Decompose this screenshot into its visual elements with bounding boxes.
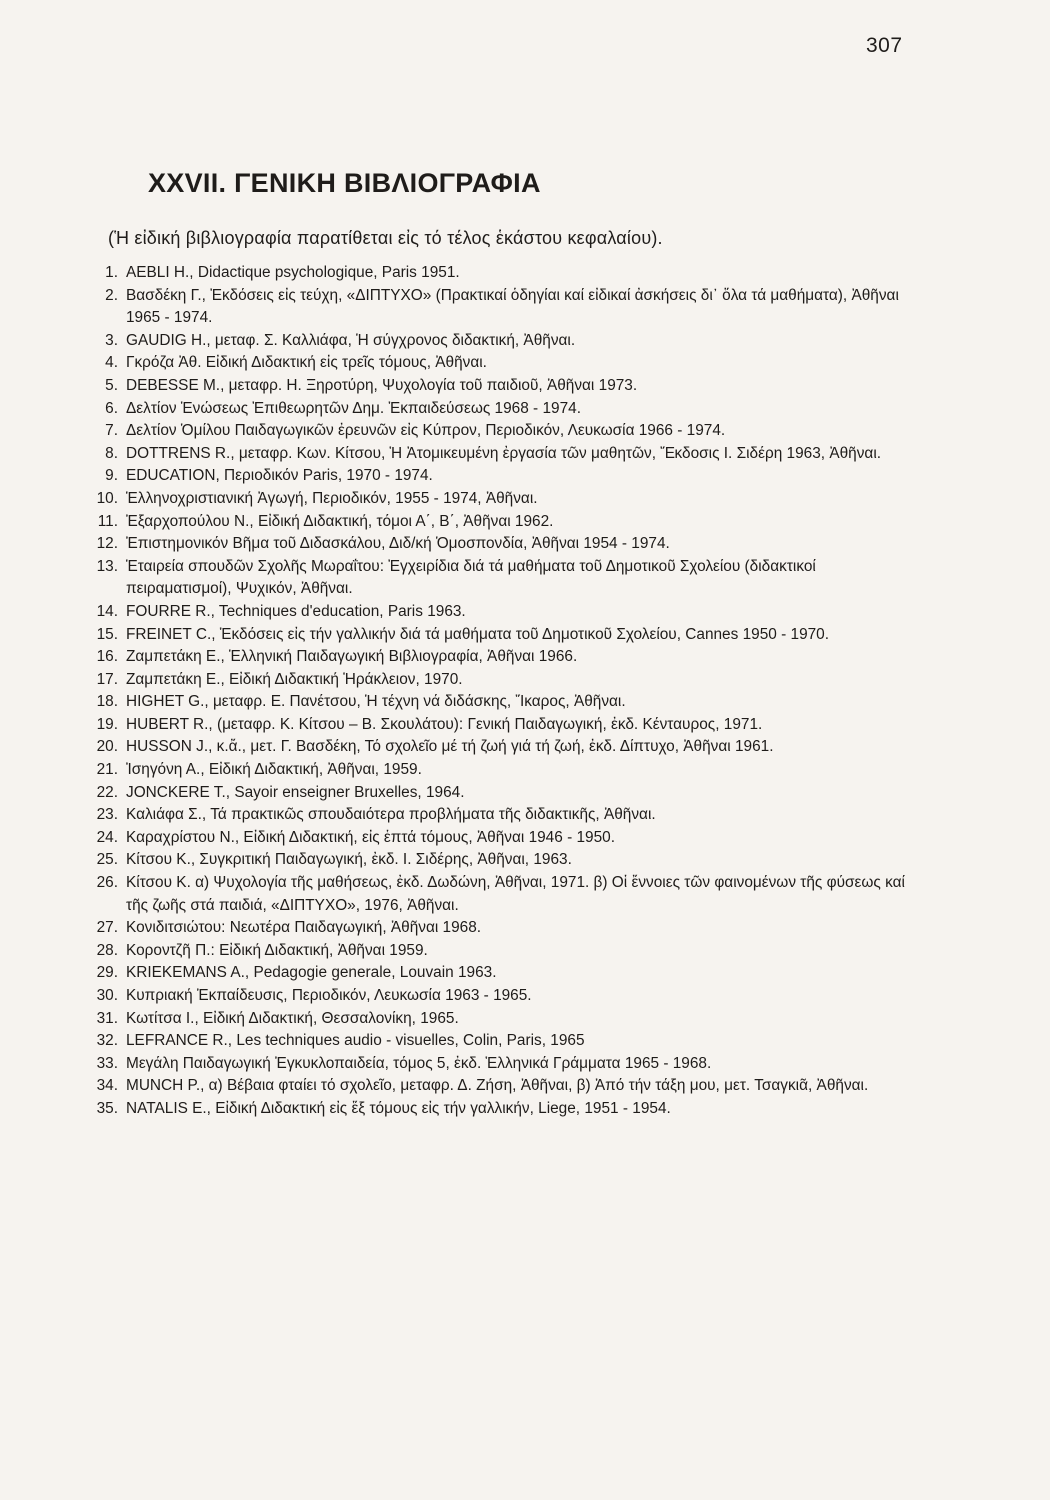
entry-text: Βασδέκη Γ., Ἐκδόσεις εἰς τεύχη, «ΔΙΠΤΥΧΟ» (Πρακτικαί ὁδηγίαι καί εἰδικαί ἀσκήσεις δι᾽ ὅλα τά μαθήματα), Ἀθῆναι 1965 - 1974. <box>126 286 899 327</box>
entry-text: MUNCH P., α) Βέβαια φταίει τό σχολεῖο, μεταφρ. Δ. Ζήση, Ἀθῆναι, β) Ἀπό τήν τάξη μου, μετ. Τσαγκιᾶ, Ἀθῆναι. <box>126 1077 869 1095</box>
bibliography-entry <box>80 1008 920 1031</box>
bibliography-entry <box>80 962 920 985</box>
entry-number: 25. <box>96 851 118 869</box>
entry-number: 26. <box>96 874 118 892</box>
bibliography-entry <box>80 669 920 692</box>
bibliography-entry <box>80 1030 920 1053</box>
entry-number: 13. <box>96 557 118 575</box>
entry-text: Κωτίτσα Ι., Εἰδική Διδακτική, Θεσσαλονίκη, 1965. <box>126 1009 459 1027</box>
bibliography-entry <box>80 1053 920 1076</box>
bibliography-entry <box>80 714 920 737</box>
bibliography-entry <box>80 917 920 940</box>
entry-text: Κίτσου Κ., Συγκριτική Παιδαγωγική, ἐκδ. Ι. Σιδέρης, Ἀθῆναι, 1963. <box>126 851 572 869</box>
entry-text: Ζαμπετάκη Ε., Εἰδική Διδακτική Ἡράκλειον, 1970. <box>126 670 463 688</box>
entry-number: 22. <box>96 783 118 801</box>
entry-number: 34. <box>96 1077 118 1095</box>
entry-number: 28. <box>96 941 118 959</box>
bibliography-entry <box>80 601 920 624</box>
entry-number: 4. <box>105 354 118 372</box>
entry-text: FOURRE R., Techniques d'education, Paris 1963. <box>126 602 466 620</box>
bibliography-entry <box>80 398 920 421</box>
entry-text: Ἑλληνοχριστιανική Ἀγωγή, Περιοδικόν, 1955 - 1974, Ἀθῆναι. <box>126 489 538 507</box>
bibliography-entry <box>80 872 920 917</box>
bibliography-entry <box>80 375 920 398</box>
bibliography-entry <box>80 1098 920 1121</box>
bibliography-entry <box>80 782 920 805</box>
entry-number: 30. <box>96 987 118 1004</box>
entry-text: EDUCATION, Περιοδικόν Paris, 1970 - 1974. <box>126 467 433 485</box>
entry-text: Δελτίον Ἑνώσεως Ἐπιθεωρητῶν Δημ. Ἐκπαιδεύσεως 1968 - 1974. <box>126 399 581 417</box>
entry-number: 27. <box>96 919 118 937</box>
entry-text: Κυπριακή Ἐκπαίδευσις, Περιοδικόν, Λευκωσία 1963 - 1965. <box>126 987 532 1004</box>
entry-text: Μεγάλη Παιδαγωγική Ἐγκυκλοπαιδεία, τόμος 5, ἐκδ. Ἑλληνικά Γράμματα 1965 - 1968. <box>126 1054 712 1072</box>
bibliography-entry <box>80 624 920 647</box>
bibliography-entry <box>80 759 920 782</box>
entry-text: Ζαμπετάκη Ε., Ἑλληνική Παιδαγωγική Βιβλιογραφία, Ἀθῆναι 1966. <box>126 648 578 666</box>
entry-number: 14. <box>96 602 118 620</box>
entry-number: 35. <box>96 1099 118 1117</box>
entry-text: Καραχρίστου Ν., Εἰδική Διδακτική, εἰς ἑπτά τόμους, Ἀθῆναι 1946 - 1950. <box>126 828 615 846</box>
entry-text: KRIEKEMANS A., Pedagogie generale, Louvain 1963. <box>126 964 497 982</box>
bibliography-entry <box>80 465 920 488</box>
entry-number: 10. <box>96 489 118 507</box>
bibliography-entry <box>80 488 920 511</box>
bibliography-entry <box>80 556 920 601</box>
bibliography-entry <box>80 940 920 963</box>
entry-number: 29. <box>96 964 118 982</box>
entry-text: HUBERT R., (μεταφρ. Κ. Κίτσου – Β. Σκουλάτου): Γενική Παιδαγωγική, ἐκδ. Κένταυρος, 1971. <box>126 715 763 733</box>
entry-text: NATALIS E., Εἰδική Διδακτική εἰς ἕξ τόμους εἰς τήν γαλλικήν, Liege, 1951 - 1954. <box>126 1099 671 1117</box>
entry-number: 8. <box>105 444 118 462</box>
entry-text: HUSSON J., κ.ἄ., μετ. Γ. Βασδέκη, Τό σχολεῖο μέ τή ζωή γιά τή ζωή, ἐκδ. Δίπτυχο, Ἀθῆναι 1961. <box>126 738 774 756</box>
entry-number: 3. <box>105 331 118 349</box>
entry-number: 16. <box>96 648 118 666</box>
entry-text: Ἐπιστημονικόν Βῆμα τοῦ Διδασκάλου, Διδ/κή Ὁμοσπονδία, Ἀθῆναι 1954 - 1974. <box>126 535 670 553</box>
entry-text: DOTTRENS R., μεταφρ. Κων. Κίτσου, Ἡ Ἀτομικευμένη ἐργασία τῶν μαθητῶν, Ἔκδοσις Ι. Σιδέρη 1963, Ἀθῆναι. <box>126 444 882 462</box>
entry-number: 31. <box>96 1009 118 1027</box>
entry-text: AEBLI H., Didactique psychologique, Paris 1951. <box>126 264 460 281</box>
entry-number: 12. <box>96 535 118 553</box>
entry-text: Ἰσηγόνη Α., Εἰδική Διδακτική, Ἀθῆναι, 1959. <box>126 761 422 779</box>
bibliography-entry <box>80 985 920 1008</box>
bibliography-entry <box>80 420 920 443</box>
entry-number: 20. <box>96 738 118 756</box>
entry-text: Ἑταιρεία σπουδῶν Σχολῆς Μωραΐτου: Ἐγχειρίδια διά τά μαθήματα τοῦ Δημοτικοῦ Σχολείου (διδακτικοί πειραματισμοί), Ψυχικόν, Ἀθῆναι. <box>126 557 816 598</box>
bibliography-entry <box>80 511 920 534</box>
bibliography-entry <box>80 736 920 759</box>
bibliography-entry <box>80 330 920 353</box>
entry-text: GAUDIG H., μεταφ. Σ. Καλλιάφα, Ἡ σύγχρονος διδακτική, Ἀθῆναι. <box>126 331 576 349</box>
bibliography-entry <box>80 285 920 330</box>
entry-number: 15. <box>96 625 118 643</box>
entry-text: Κονιδιτσιώτου: Νεωτέρα Παιδαγωγική, Ἀθῆναι 1968. <box>126 919 482 937</box>
bibliography-entry <box>80 1075 920 1098</box>
bibliography-entry <box>80 262 920 285</box>
entry-number: 33. <box>96 1054 118 1072</box>
bibliography-entry <box>80 443 920 466</box>
entry-text: Κίτσου Κ. α) Ψυχολογία τῆς μαθήσεως, ἐκδ. Δωδώνη, Ἀθῆναι, 1971. β) Οἱ ἔννοιες τῶν φαινομένων τῆς φύσεως καί τῆς ζωῆς στά παιδιά, «ΔΙΠΤΥΧΟ», 1976, Ἀθῆναι. <box>126 874 905 914</box>
entry-number: 1. <box>105 264 118 281</box>
entry-number: 32. <box>96 1032 118 1050</box>
entry-number: 24. <box>96 828 118 846</box>
bibliography-entry <box>80 646 920 669</box>
intro-note: (Ἡ εἰδική βιβλιογραφία παρατίθεται εἰς τό τέλος ἑκάστου κεφαλαίου). <box>108 228 663 248</box>
bibliography-entry <box>80 849 920 872</box>
entry-number: 11. <box>97 512 118 530</box>
bibliography-entry <box>80 533 920 556</box>
bibliography-entry <box>80 804 920 827</box>
bibliography-list <box>80 262 920 1121</box>
entry-text: Ἐξαρχοπούλου Ν., Εἰδική Διδακτική, τόμοι Α΄, Β΄, Ἀθῆναι 1962. <box>126 512 554 530</box>
bibliography-entry <box>80 827 920 850</box>
entry-number: 17. <box>96 670 118 688</box>
bibliography-entry <box>80 691 920 714</box>
entry-text: Δελτίον Ὁμίλου Παιδαγωγικῶν ἐρευνῶν εἰς Κύπρον, Περιοδικόν, Λευκωσία 1966 - 1974. <box>126 422 726 440</box>
entry-text: Καλιάφα Σ., Τά πρακτικῶς σπουδαιότερα προβλήματα τῆς διδακτικῆς, Ἀθῆναι. <box>126 806 656 824</box>
entry-text: JONCKERE T., Sayoir enseigner Bruxelles, 1964. <box>126 783 465 801</box>
entry-text: FREINET C., Ἐκδόσεις εἰς τήν γαλλικήν διά τά μαθήματα τοῦ Δημοτικοῦ Σχολείου, Cannes 1950 - 1970. <box>126 625 830 643</box>
entry-text: DEBESSE M., μεταφρ. Η. Ξηροτύρη, Ψυχολογία τοῦ παιδιοῦ, Ἀθῆναι 1973. <box>126 376 638 394</box>
bibliography-entry <box>80 352 920 375</box>
page-number: 307 <box>866 34 903 57</box>
entry-text: LEFRANCE R., Les techniques audio - visuelles, Colin, Paris, 1965 <box>126 1032 585 1050</box>
entry-number: 9. <box>105 467 118 485</box>
entry-text: Γκρόζα Ἀθ. Εἰδική Διδακτική εἰς τρεῖς τόμους, Ἀθῆναι. <box>126 354 487 372</box>
entry-number: 21. <box>96 761 118 779</box>
entry-number: 23. <box>96 806 118 824</box>
entry-number: 5. <box>105 376 118 394</box>
entry-number: 18. <box>96 693 118 711</box>
entry-number: 6. <box>105 399 118 417</box>
entry-number: 7. <box>105 422 118 440</box>
entry-text: Κορoντζῆ Π.: Εἰδική Διδακτική, Ἀθῆναι 1959. <box>126 941 428 959</box>
entry-number: 2. <box>105 286 118 304</box>
entry-text: HIGHET G., μεταφρ. Ε. Πανέτσου, Ἡ τέχνη νά διδάσκης, Ἴκαρος, Ἀθῆναι. <box>126 693 626 711</box>
entry-number: 19. <box>96 715 118 733</box>
chapter-title: XXVII. ΓΕΝΙΚΗ ΒΙΒΛΙΟΓΡΑΦΙΑ <box>148 168 541 198</box>
